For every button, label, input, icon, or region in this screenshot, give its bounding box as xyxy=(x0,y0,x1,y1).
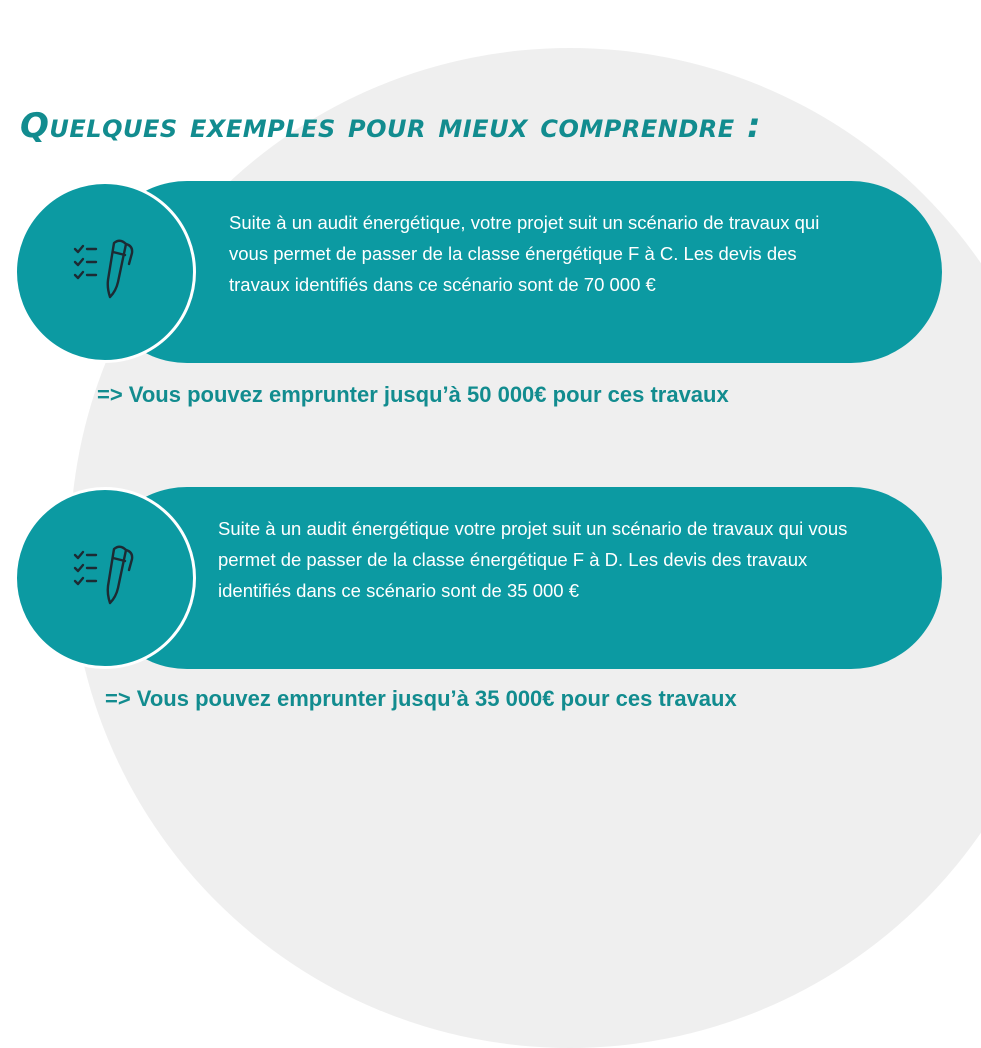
example-text: Suite à un audit énergétique votre projet suit un scénario de travaux qui vous permet de passer de la classe énergétique F à D. Les devis des travaux identifiés dans ce scénario sont de 35 000 € xyxy=(218,518,848,601)
checklist-pencil-icon xyxy=(65,536,149,620)
icon-badge xyxy=(14,487,196,669)
page-title: Quelques exemples pour mieux comprendre : xyxy=(20,106,762,146)
icon-badge xyxy=(14,181,196,363)
example-text: Suite à un audit énergétique, votre projet suit un scénario de travaux qui vous permet de passer de la classe énergétique F à C. Les devis des travaux identifiés dans ce scénario sont de 70 000 € xyxy=(229,212,820,295)
checklist-pencil-icon xyxy=(65,230,149,314)
example-result: => Vous pouvez emprunter jusqu’à 35 000€ pour ces travaux xyxy=(105,686,737,711)
example-card xyxy=(14,181,942,363)
example-result: => Vous pouvez emprunter jusqu’à 50 000€ pour ces travaux xyxy=(97,382,729,407)
example-card xyxy=(14,487,942,669)
